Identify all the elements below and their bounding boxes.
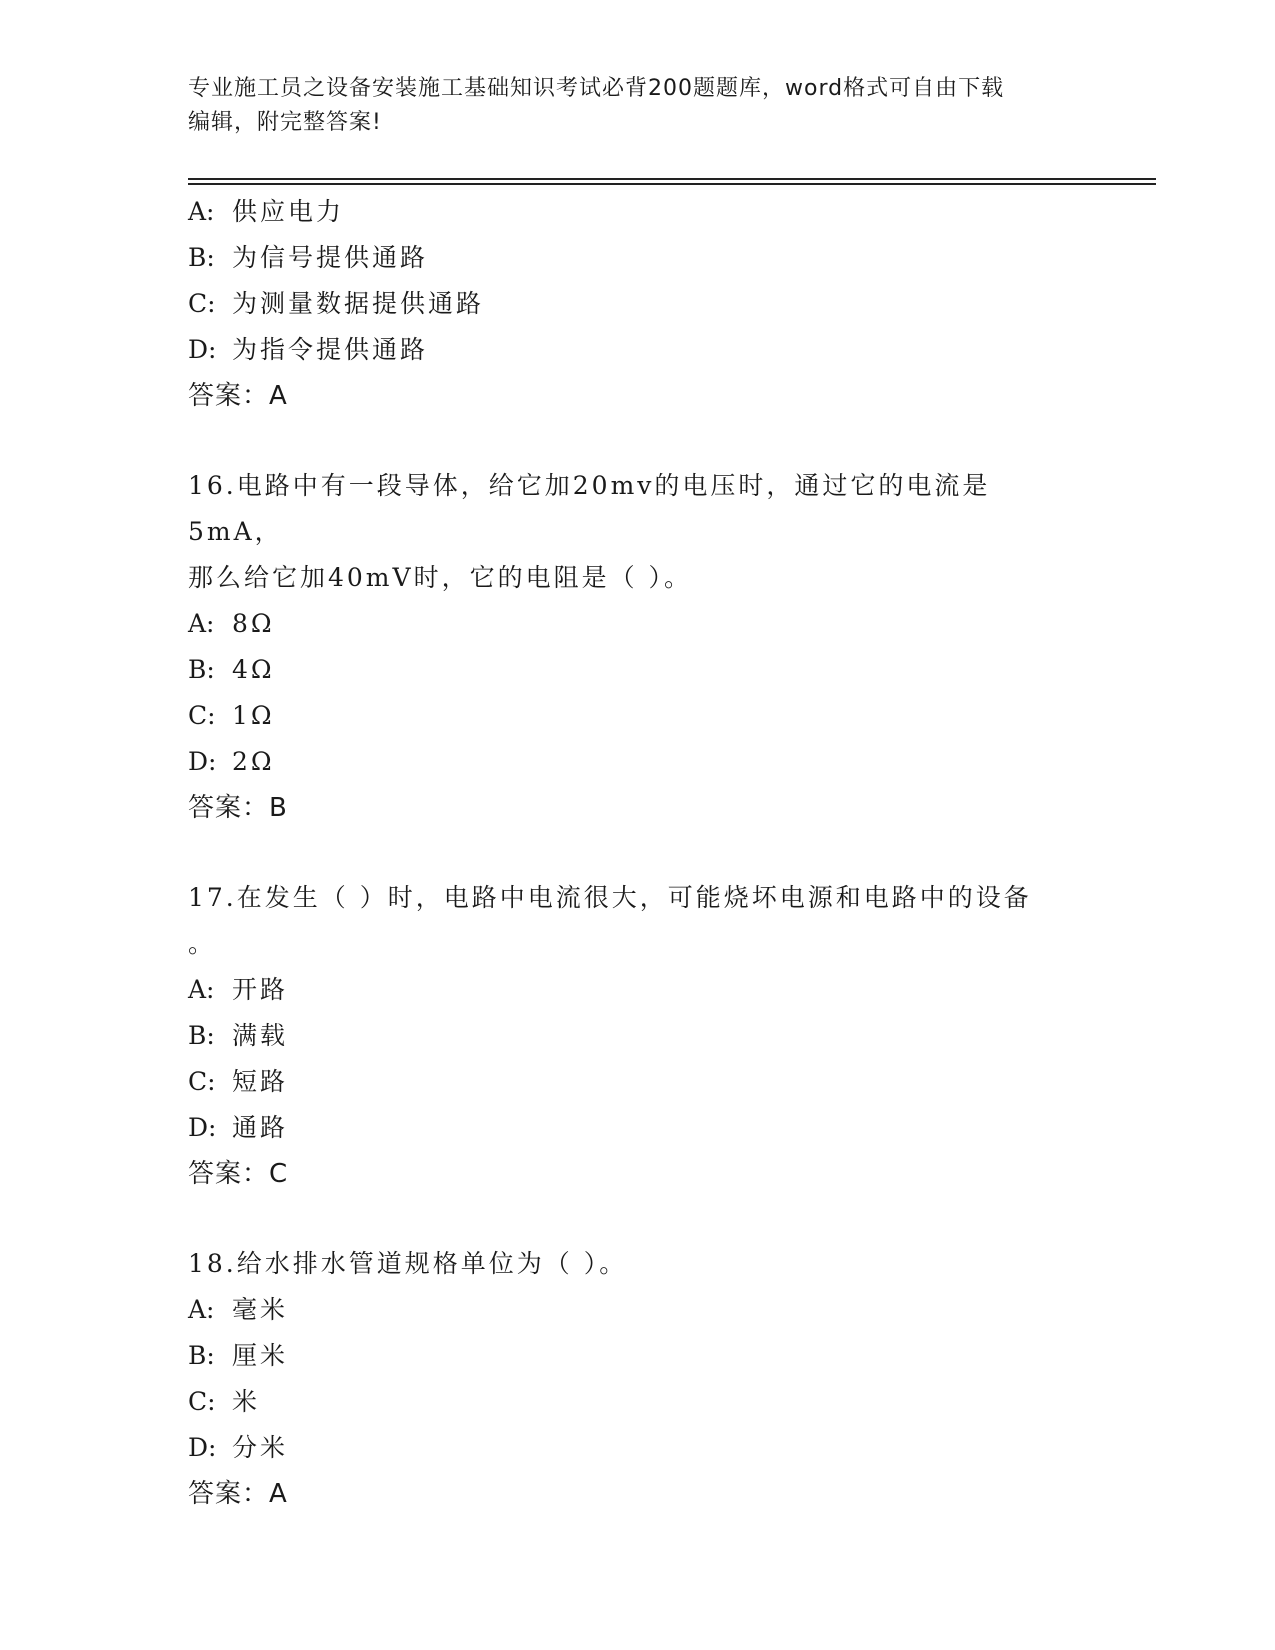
option-text: 毫米 — [232, 1295, 289, 1324]
question-stem-line: 那么给它加40mV时，它的电阻是（ ）。 — [188, 563, 693, 592]
option-text: 4Ω — [232, 655, 275, 684]
option-text: 为指令提供通路 — [232, 335, 429, 364]
option-text: 为信号提供通路 — [232, 243, 429, 272]
header-rule-bottom — [188, 183, 1156, 185]
option-letter: A: — [188, 1295, 215, 1324]
header-line-1: 专业施工员之设备安装施工基础知识考试必背200题题库，word格式可自由下载 — [188, 76, 1005, 101]
option-letter: A: — [188, 609, 215, 638]
option-text: 分米 — [232, 1433, 289, 1462]
option-c — [188, 281, 1088, 327]
option-d — [188, 1105, 1088, 1151]
option-text: 短路 — [232, 1067, 289, 1096]
option-a — [188, 601, 1088, 647]
option-a — [188, 189, 1088, 235]
question-list — [188, 189, 1088, 1517]
answer: 答案：A — [188, 1479, 288, 1509]
option-a — [188, 967, 1088, 1013]
option-letter: B: — [188, 243, 215, 272]
option-text: 厘米 — [232, 1341, 289, 1370]
question-17 — [188, 875, 1088, 1197]
option-text: 满载 — [232, 1021, 289, 1050]
option-letter: A: — [188, 197, 215, 226]
option-letter: C: — [188, 1387, 216, 1416]
option-b — [188, 235, 1088, 281]
answer: 答案：B — [188, 793, 288, 823]
option-letter: C: — [188, 701, 216, 730]
option-d — [188, 739, 1088, 785]
prev-question — [188, 189, 1088, 419]
option-letter: C: — [188, 1067, 216, 1096]
option-letter: B: — [188, 655, 215, 684]
option-b — [188, 1333, 1088, 1379]
option-letter: B: — [188, 1341, 215, 1370]
header-rule-top — [188, 178, 1156, 180]
option-text: 为测量数据提供通路 — [232, 289, 485, 318]
option-letter: C: — [188, 289, 216, 318]
option-text: 1Ω — [232, 701, 275, 730]
question-stem-line: 17.在发生（ ）时，电路中电流很大，可能烧坏电源和电路中的设备 — [188, 883, 1032, 912]
answer: 答案：A — [188, 381, 288, 411]
option-c — [188, 693, 1088, 739]
option-text: 通路 — [232, 1113, 289, 1142]
question-stem — [188, 875, 1068, 967]
spacer — [188, 831, 1088, 875]
spacer — [188, 1197, 1088, 1241]
option-text: 开路 — [232, 975, 289, 1004]
option-b — [188, 1013, 1088, 1059]
option-a — [188, 1287, 1088, 1333]
option-text: 米 — [232, 1387, 261, 1416]
question-16 — [188, 463, 1088, 831]
option-c — [188, 1379, 1088, 1425]
document-header — [188, 72, 1068, 140]
option-letter: A: — [188, 975, 215, 1004]
option-letter: D: — [188, 335, 217, 364]
header-line-2: 编辑，附完整答案! — [188, 110, 382, 135]
question-18 — [188, 1241, 1088, 1517]
option-b — [188, 647, 1088, 693]
question-stem-line: 18.给水排水管道规格单位为（ ）。 — [188, 1249, 628, 1278]
option-letter: B: — [188, 1021, 215, 1050]
option-text: 8Ω — [232, 609, 275, 638]
question-stem-line: 16.电路中有一段导体，给它加20mv的电压时，通过它的电流是5mA， — [188, 471, 991, 546]
question-stem-line: 。 — [188, 929, 217, 958]
option-text: 供应电力 — [232, 197, 345, 226]
spacer — [188, 419, 1088, 463]
question-stem — [188, 463, 1068, 601]
option-c — [188, 1059, 1088, 1105]
option-text: 2Ω — [232, 747, 275, 776]
option-d — [188, 1425, 1088, 1471]
option-d — [188, 327, 1088, 373]
answer: 答案：C — [188, 1159, 289, 1189]
option-letter: D: — [188, 747, 217, 776]
option-letter: D: — [188, 1433, 217, 1462]
option-letter: D: — [188, 1113, 217, 1142]
question-stem — [188, 1241, 1068, 1287]
